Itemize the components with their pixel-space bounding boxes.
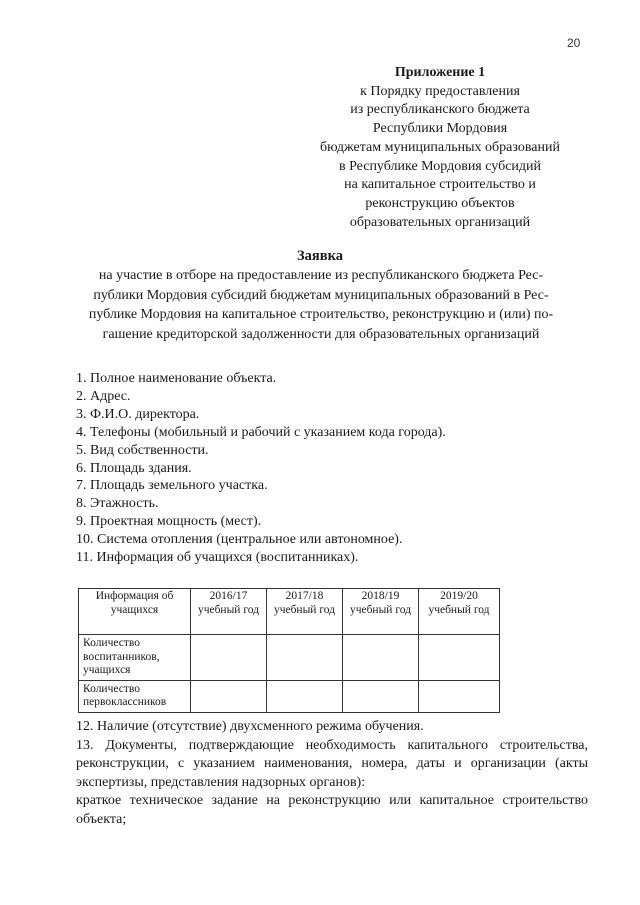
table-cell	[191, 635, 267, 681]
appendix-line: в Республике Мордовия субсидий	[338, 158, 542, 174]
table-row	[79, 680, 500, 712]
list-item: 10. Система отопления (центральное или автономное).	[76, 532, 403, 548]
table-row-label: Количество воспитанников, учащихся	[79, 635, 191, 681]
table-header-cell: 2016/17 учебный год	[191, 589, 267, 635]
table-header-cell: 2019/20 учебный год	[419, 589, 500, 635]
table-cell	[343, 680, 419, 712]
appendix-title: Приложение 1	[394, 65, 486, 80]
list-item: 7. Площадь земельного участка.	[76, 478, 268, 494]
students-info-table	[78, 588, 500, 713]
list-item: 2. Адрес.	[76, 388, 131, 404]
table-cell	[267, 680, 343, 712]
table-cell	[419, 635, 500, 681]
table-header-cell: 2018/19 учебный год	[343, 589, 419, 635]
item-13: 13. Документы, подтверждающие необходимость капитального строительства, реконструкции, с указанием наименования, номера, даты и организации (акты экспертизы, представления надзорных органов):	[76, 737, 588, 790]
table-cell	[419, 680, 500, 712]
subtitle-line: гашение кредиторской задолженности для образовательных организаций	[102, 326, 540, 342]
bottom-text	[76, 718, 588, 829]
application-subtitle	[66, 266, 576, 344]
list-item: 11. Информация об учащихся (воспитанниках).	[76, 550, 359, 566]
appendix-block	[290, 64, 590, 232]
appendix-line: на капитальное строительство и	[344, 177, 536, 193]
table-cell	[343, 635, 419, 681]
subtitle-line: публике Мордовия на капитальное строительство, реконструкцию и (или) по-	[88, 307, 554, 322]
table-cell	[267, 635, 343, 681]
list-item: 8. Этажность.	[76, 496, 159, 512]
appendix-line: образовательных организаций	[349, 214, 531, 230]
subtitle-line: публики Мордовия субсидий бюджетам муниципальных образований в Рес-	[93, 287, 549, 303]
list-item: 4. Телефоны (мобильный и рабочий с указанием кода города).	[76, 424, 446, 440]
appendix-line: к Порядку предоставления	[360, 83, 520, 99]
table-header-row	[79, 589, 500, 635]
appendix-line: Республики Мордовия	[372, 121, 508, 137]
table-header-cell: 2017/18 учебный год	[267, 589, 343, 635]
list-item: 5. Вид собственности.	[76, 442, 209, 458]
table-cell	[191, 680, 267, 712]
subtitle-line: на участие в отборе на предоставление из республиканского бюджета Рес-	[98, 268, 544, 283]
table-row	[79, 635, 500, 681]
list-item: 3. Ф.И.О. директора.	[76, 406, 200, 422]
table-header-cell: Информация об учащихся	[79, 589, 191, 635]
appendix-line: реконструкцию объектов	[365, 195, 515, 211]
appendix-line: из республиканского бюджета	[350, 102, 530, 118]
application-title: Заявка	[297, 248, 343, 264]
page-number: 20	[567, 36, 581, 50]
appendix-line: бюджетам муниципальных образований	[320, 139, 560, 155]
item-12: 12. Наличие (отсутствие) двухсменного режима обучения.	[76, 719, 424, 734]
list-item: 6. Площадь здания.	[76, 460, 192, 476]
table-row-label: Количество первоклассников	[79, 680, 191, 712]
item-13-subitem: краткое техническое задание на реконструкцию или капитальное строительство объекта;	[76, 793, 588, 827]
list-item: 9. Проектная мощность (мест).	[76, 514, 262, 530]
list-item: 1. Полное наименование объекта.	[76, 371, 277, 386]
item-list	[76, 370, 446, 567]
